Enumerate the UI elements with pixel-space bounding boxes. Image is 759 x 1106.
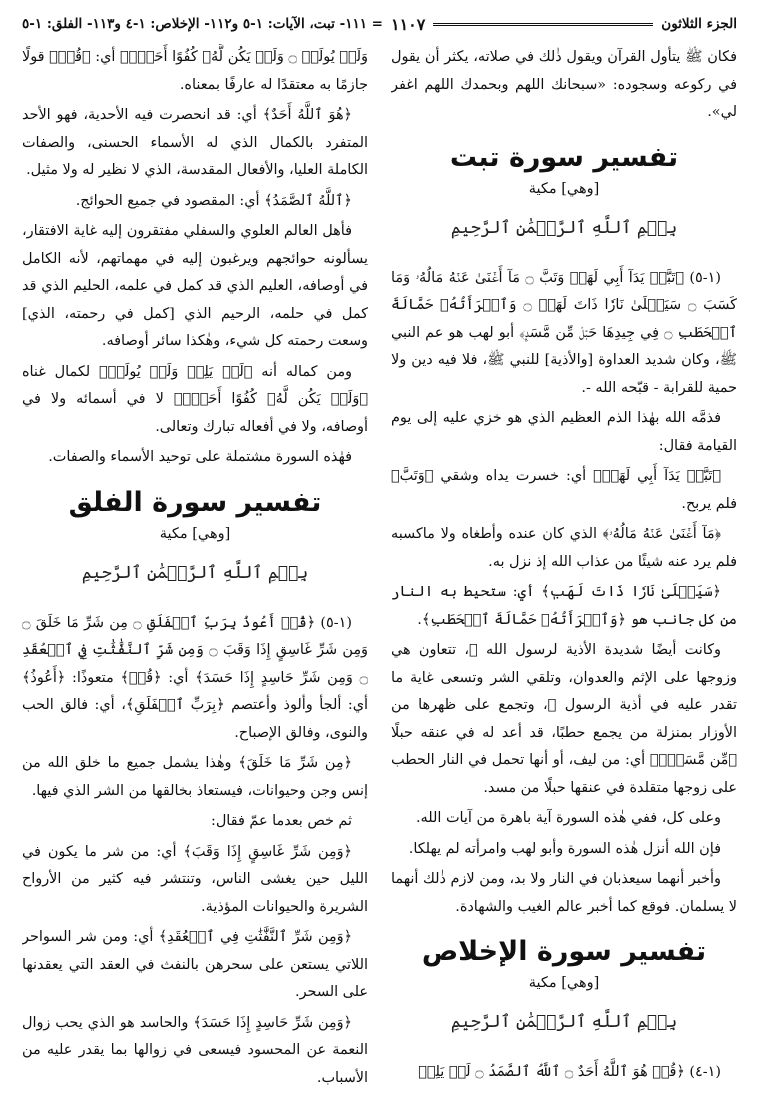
paragraph: فذمَّه الله بهٰذا الذم العظيم الذي هو خزي عليه إلى يوم القيامة فقال: — [391, 410, 737, 454]
paragraph: ﴿وَمِن شَرِّ حَاسِدٍ إِذَا حَسَدَ﴾ والحاسد هو الذي يحب زوال النعمة عن المحسود فيسعى في زوالها بما يقدر عليه من الأسباب. — [22, 1014, 368, 1086]
paragraph: ومن كماله أنه ﴿لَمۡ يَلِدۡ وَلَمۡ يُولَدۡ﴾ لكمال غناه ﴿وَلَمۡ يَكُن لَّهُۥ كُفُوًا أَحَدُۢ﴾ لا في أسمائه ولا في أوصافه، ولا في أفعاله تبارك وتعالى. — [22, 363, 368, 435]
surah-type: [وهي] مكية — [528, 975, 600, 991]
page-number: ١١٠٧ — [390, 14, 426, 34]
paragraph: وعلى كل، ففي هٰذه السورة آية باهرة من آيات الله. — [415, 810, 721, 826]
surah-title: تفسير سورة تبت — [449, 141, 679, 173]
paragraph: ﴿مِن شَرِّ مَا خَلَقَ﴾ وهٰذا يشمل جميع ما خلق الله من إنس وجن وحيوانات، فيستعاذ بخالقها من الشر الذي فيها. — [22, 755, 368, 799]
paragraph: ﴿مَآ أَغۡنَىٰ عَنۡهُ مَالُهُۥ﴾ الذي كان عنده وأطغاه ولا ماكسبه فلم يرد عنه شيئًا من عذاب الله إذ نزل به. — [391, 526, 737, 570]
basmala: بِسۡمِ ٱللَّهِ ٱلرَّحۡمَٰنِ ٱلرَّحِيمِ — [450, 217, 678, 238]
surah-title: تفسير سورة الإخلاص — [421, 936, 707, 967]
paragraph: ﴿سَيَصۡلَىٰ نَارٗا ذَاتَ لَهَبٖ﴾ أي: ستحيط به النار من كل جانب هو ﴿وَٱمۡرَأَتُهُۥ حَمَّالَةَ ٱلۡحَطَبِ﴾. — [391, 584, 737, 628]
surah-type: [وهي] مكية — [159, 525, 231, 542]
right-column — [391, 44, 737, 1104]
surah-falaq-section — [22, 484, 368, 1093]
surah-ikhlas-section — [391, 933, 737, 1087]
paragraph: وأخبر أنهما سيعذبان في النار ولا بد، ومن لازم ذٰلك أنهما لا يسلمان. فوقع كما أخبر عالم الغيب والشهادة. — [391, 871, 737, 915]
paragraph: ﴿ٱللَّهُ ٱلصَّمَدُ﴾ أي: المقصود في جميع الحوائج. — [75, 192, 352, 209]
paragraph: فأهل العالم العلوي والسفلي مفتقرون إليه غاية الافتقار، يسألونه حوائجهم ويرغبون إليه في مهماتهم، لأنه الكامل في أوصافه، العليم الذي قد كمل في علمه، الحليم الذي قد كمل في حلمه، الرحيم الذي [كمل في رحمته، الذي] وسعت رحمته كل شيء، وهٰكذا سائر أوصافه. — [22, 223, 368, 349]
surah-tabbat-section — [391, 139, 737, 922]
intro-text — [391, 44, 737, 127]
juz-label: الجزء الثلاثون — [661, 16, 737, 32]
page-header — [22, 0, 737, 44]
header-rule — [433, 23, 653, 26]
paragraph: ثم خص بعدما عمّ فقال: — [210, 813, 352, 829]
surah-range-info: = ١١١- تبت، الآيات: ١-٥ و١١٢- الإخلاص: ١-٤ و١١٣- الفلق: ١-٥ — [22, 16, 383, 32]
paragraph: (١-٥) ﴿تَبَّتۡ يَدَآ أَبِي لَهَبٖ وَتَبَّ ۝ مَآ أَغۡنَىٰ عَنۡهُ مَالُهُۥ وَمَا كَسَبَ ۝ سَيَصۡلَىٰ نَارٗا ذَاتَ لَهَبٖ ۝ وَٱمۡرَأَتُهُۥ حَمَّالَةَ ٱلۡحَطَبِ ۝ فِي جِيدِهَا حَبۡلٞ مِّن مَّسَدِۭ﴾ أبو لهب هو عم النبي ﷺ، وكان شديد العداوة [والأذية] للنبي ﷺ، فلا فيه دين ولا حمية للقرابة - قبّحه الله -. — [391, 269, 737, 396]
left-column — [22, 44, 368, 1104]
surah-title: تفسير سورة الفلق — [68, 486, 322, 518]
surah-type: [وهي] مكية — [528, 180, 600, 197]
paragraph: ﴿وَمِن شَرِّ ٱلنَّفَّٰثَٰتِ فِي ٱلۡعُقَدِ﴾ أي: ومن شر السواحر اللاتي يستعن على سحرهن بالنفث في العقد التي يعقدنها على السحر. — [22, 929, 368, 1000]
paragraph: وَلَمۡ يُولَدۡ ۝ وَلَمۡ يَكُن لَّهُۥ كُفُوًا أَحَدُۢ﴾ أي: ﴿قُلۡ﴾ قولًا جازمًا به معتقدًا له عارفًا بمعناه. — [22, 49, 368, 93]
paragraph: ﴿هُوَ ٱللَّهُ أَحَدٌ﴾ أي: قد انحصرت فيه الأحدية، فهو الأحد المتفرد بالكمال الذي له الأسماء الحسنى، والصفات الكاملة العليا، والأفعال المقدسة، الذي لا نظير له ولا مثيل. — [22, 107, 368, 178]
paragraph: ﴿وَمِن شَرِّ غَاسِقٍ إِذَا وَقَبَ﴾ أي: من شر ما يكون في الليل حين يغشى الناس، وتنتشر فيه كثير من الأرواح الشريرة والحيوانات المؤذية. — [22, 843, 368, 915]
paragraph: (١-٤) ﴿قُلۡ هُوَ ٱللَّهُ أَحَدٌ ۝ ٱللَّهُ ٱلصَّمَدُ ۝ لَمۡ يَلِدۡ — [418, 1064, 721, 1080]
paragraph: فإن الله أنزل هٰذه السورة وأبو لهب وامرأته لم يهلكا. — [408, 840, 721, 857]
paragraph: فكان ﷺ يتأول القرآن ويقول ذٰلك في صلاته، يكثر أن يقول في ركوعه وسجوده: «سبحانك اللهم وبحمدك اللهم اغفر لي». — [391, 49, 737, 120]
two-column-body — [22, 44, 737, 1104]
paragraph: وكانت أيضًا شديدة الأذية لرسول الله ﷺ، تتعاون هي وزوجها على الإثم والعدوان، وتلقي الشر وتسعى غاية ما تقدر عليه في أذية الرسول ﷺ، وتجمع على ظهرها من الأوزار بمنزلة من يجمع حطبًا، قد أعد له في عنقه حبلًا ﴿مِّن مَّسَدِۭ﴾ أي: من ليف، أو أنها تحمل في النار الحطب على زوجها متقلدة في عنقها حبلًا من مسد. — [391, 642, 737, 796]
basmala: بِسۡمِ ٱللَّهِ ٱلرَّحۡمَٰنِ ٱلرَّحِيمِ — [81, 562, 309, 583]
paragraph: فهٰذه السورة مشتملة على توحيد الأسماء والصفات. — [48, 449, 352, 465]
paragraph: (١-٥) ﴿قُلۡ أَعُوذُ بِرَبِّ ٱلۡفَلَقِ ۝ مِن شَرِّ مَا خَلَقَ ۝ وَمِن شَرِّ غَاسِقٍ إِذَا وَقَبَ ۝ وَمِن شَرِّ ٱلنَّفَّٰثَٰتِ فِي ٱلۡعُقَدِ ۝ وَمِن شَرِّ حَاسِدٍ إِذَا حَسَدَ﴾ أي: ﴿قُلۡ﴾ متعوذًا: ﴿أَعُوذُ﴾ أي: ألجأ وألوذ وأعتصم ﴿بِرَبِّ ٱلۡفَلَقِ﴾، أي: فالق الحب والنوى، وفالق الإصباح. — [22, 614, 368, 741]
paragraph: ﴿تَبَّتۡ يَدَآ أَبِي لَهَبٖ﴾ أي: خسرت يداه وشقي ﴿وَتَبَّ﴾ فلم يربح. — [391, 468, 737, 512]
ikhlas-continuation — [22, 44, 368, 472]
basmala: بِسۡمِ ٱللَّهِ ٱلرَّحۡمَٰنِ ٱلرَّحِيمِ — [450, 1012, 678, 1032]
